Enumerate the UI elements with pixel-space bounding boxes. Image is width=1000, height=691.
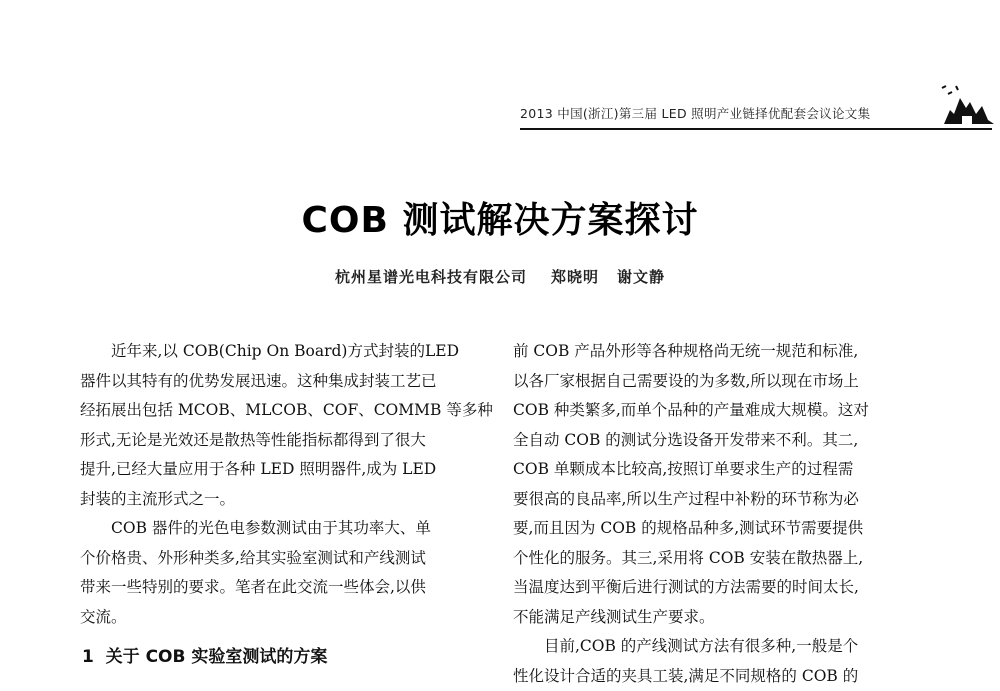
author-1: 郑晓明: [551, 268, 599, 286]
production-paragraph: [513, 632, 923, 691]
text-line: COB 单颗成本比较高,按照订单要求生产的过程需: [513, 455, 923, 485]
text-line: 个性化的服务。其三,采用将 COB 安装在散热器上,: [513, 544, 923, 574]
testing-paragraph: [80, 514, 490, 632]
text-line: 目前,COB 的产线测试方法有很多种,一般是个: [513, 632, 923, 662]
text-line: 近年来,以 COB(Chip On Board)方式封装的LED: [80, 337, 490, 367]
text-line: 带来一些特别的要求。笔者在此交流一些体会,以供: [80, 573, 490, 603]
text-line: 性化设计合适的夹具工装,满足不同规格的 COB 的: [513, 662, 923, 691]
left-column: [80, 337, 490, 632]
right-column: [513, 337, 923, 691]
text-line: 全自动 COB 的测试分选设备开发带来不利。其二,: [513, 426, 923, 456]
affiliation: 杭州星谱光电科技有限公司: [335, 268, 527, 286]
article-title: COB 测试解决方案探讨: [0, 192, 1000, 243]
text-line: 交流。: [80, 603, 490, 633]
text-line: COB 种类繁多,而单个品种的产量难成大规模。这对: [513, 396, 923, 426]
text-line: 不能满足产线测试生产要求。: [513, 603, 923, 633]
intro-paragraph: [80, 337, 490, 514]
text-line: COB 器件的光色电参数测试由于其功率大、单: [80, 514, 490, 544]
text-line: 以各厂家根据自己需要设的为多数,所以现在市场上: [513, 367, 923, 397]
text-line: 器件以其特有的优势发展迅速。这种集成封装工艺已: [80, 367, 490, 397]
text-line: 提升,已经大量应用于各种 LED 照明器件,成为 LED: [80, 455, 490, 485]
section-heading: 1 关于 COB 实验室测试的方案: [82, 642, 327, 667]
text-line: 当温度达到平衡后进行测试的方法需要的时间太长,: [513, 573, 923, 603]
text-line: 要很高的良品率,所以生产过程中补粉的环节称为必: [513, 485, 923, 515]
text-line: 个价格贵、外形种类多,给其实验室测试和产线测试: [80, 544, 490, 574]
byline: [0, 266, 1000, 287]
header-rule: [520, 128, 992, 130]
text-line: 经拓展出包括 MCOB、MLCOB、COF、COMMB 等多种: [80, 396, 490, 426]
text-line: 前 COB 产品外形等各种规格尚无统一规范和标准,: [513, 337, 923, 367]
text-line: 形式,无论是光效还是散热等性能指标都得到了很大: [80, 426, 490, 456]
text-line: 要,而且因为 COB 的规格品种多,测试环节需要提供: [513, 514, 923, 544]
author-2: 谢文静: [617, 268, 665, 286]
continued-paragraph: [513, 337, 923, 632]
running-header: 2013 中国(浙江)第三届 LED 照明产业链择优配套会议论文集: [520, 104, 940, 122]
journal-emblem: [940, 80, 996, 128]
text-line: 封装的主流形式之一。: [80, 485, 490, 515]
